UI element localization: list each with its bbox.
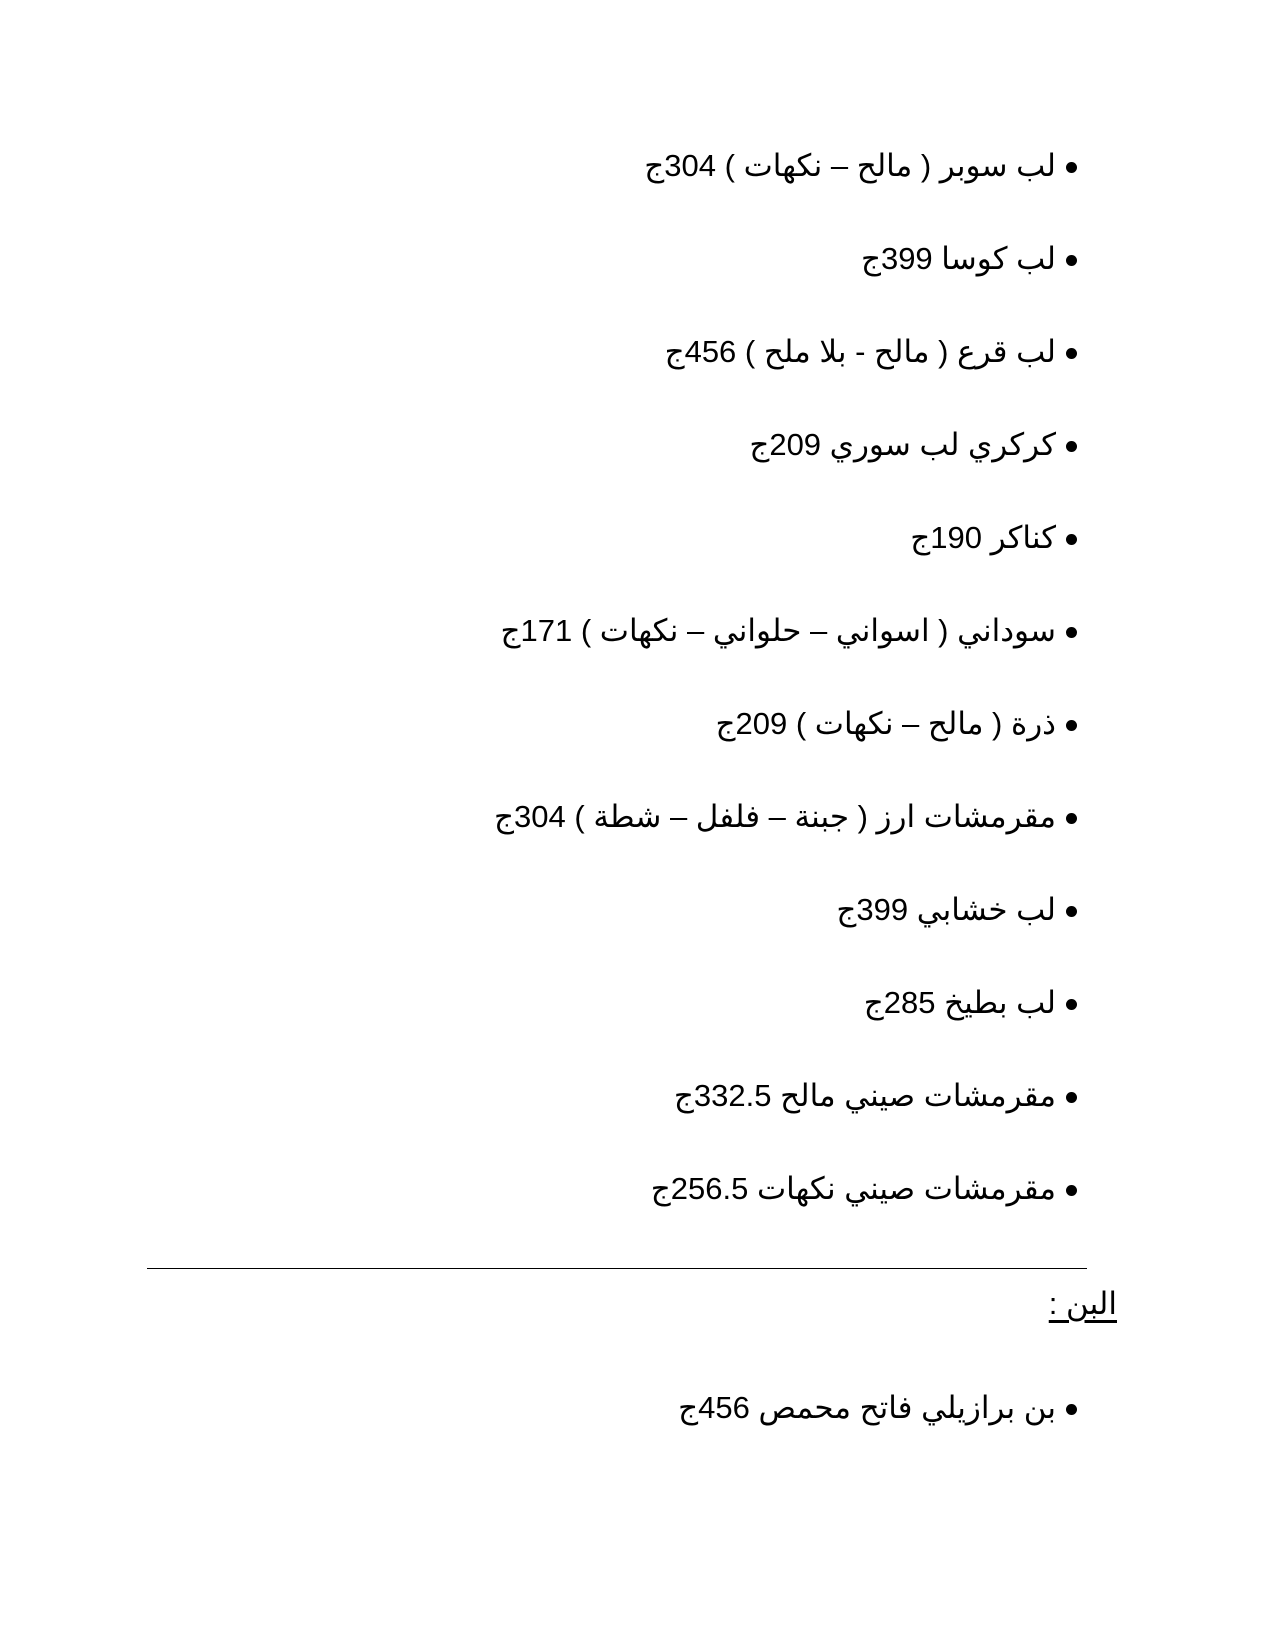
list-item — [0, 145, 1275, 238]
item-label: مقرمشات ارز ( جبنة – فلفل – شطة ) 304ج — [494, 799, 1056, 834]
bullet-icon — [1066, 1092, 1077, 1103]
bullet-icon — [1066, 999, 1077, 1010]
bullet-icon — [1066, 534, 1077, 545]
item-label: كركري لب سوري 209ج — [749, 427, 1056, 462]
item-label: مقرمشات صيني مالح 332.5ج — [673, 1078, 1056, 1113]
item-label: لب بطيخ 285ج — [863, 985, 1056, 1020]
bullet-icon — [1066, 441, 1077, 452]
list-item — [0, 889, 1275, 982]
list-item — [0, 238, 1275, 331]
item-label: بن برازيلي فاتح محمص 456ج — [678, 1390, 1056, 1425]
bullet-icon — [1066, 162, 1077, 173]
list-item — [0, 703, 1275, 796]
list-item — [0, 610, 1275, 703]
products-list — [0, 145, 1275, 1261]
item-label: لب قرع ( مالح - بلا ملح ) 456ج — [664, 334, 1056, 369]
item-label: لب كوسا 399ج — [860, 241, 1056, 276]
coffee-list — [0, 1387, 1275, 1480]
item-label: لب سوبر ( مالح – نكهات ) 304ج — [644, 148, 1056, 183]
bullet-icon — [1066, 1185, 1077, 1196]
list-item — [0, 1075, 1275, 1168]
bullet-icon — [1066, 255, 1077, 266]
coffee-section-heading: البن : — [1048, 1286, 1117, 1321]
list-item — [0, 1168, 1275, 1261]
bullet-icon — [1066, 348, 1077, 359]
item-label: سوداني ( اسواني – حلواني – نكهات ) 171ج — [500, 613, 1056, 648]
item-label: مقرمشات صيني نكهات 256.5ج — [650, 1171, 1056, 1206]
list-item — [0, 1387, 1275, 1480]
list-item — [0, 331, 1275, 424]
list-item — [0, 796, 1275, 889]
bullet-icon — [1066, 906, 1077, 917]
list-item — [0, 517, 1275, 610]
bullet-icon — [1066, 720, 1077, 731]
item-label: ذرة ( مالح – نكهات ) 209ج — [715, 706, 1056, 741]
list-item — [0, 424, 1275, 517]
item-label: كناكر 190ج — [910, 520, 1056, 555]
item-label: لب خشابي 399ج — [836, 892, 1056, 927]
bullet-icon — [1066, 627, 1077, 638]
horizontal-divider — [147, 1268, 1087, 1269]
bullet-icon — [1066, 813, 1077, 824]
list-item — [0, 982, 1275, 1075]
bullet-icon — [1066, 1404, 1077, 1415]
